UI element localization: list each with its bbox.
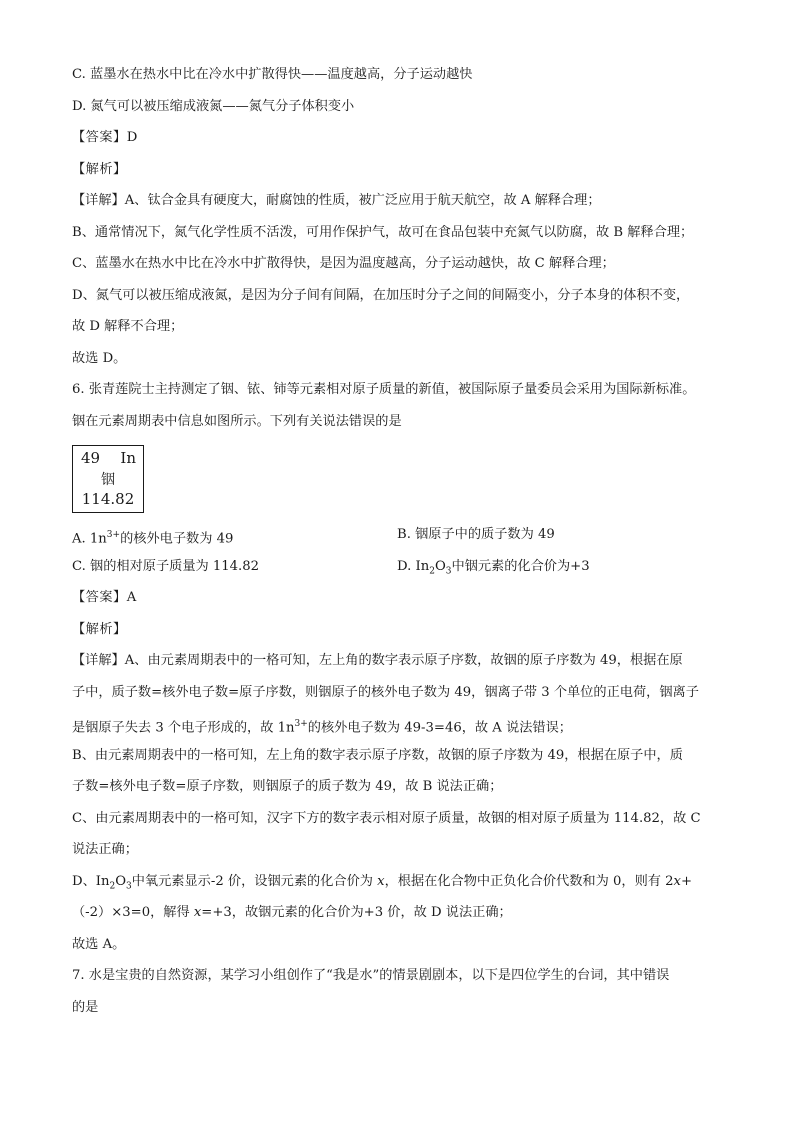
options-row-1 [72,523,732,555]
detail-a-q6-line3: 是铟原子失去 3 个电子形成的，故 $1n^{3+}$的核外电子数为 49-3=46，故 A 说法错误； [72,719,572,736]
question-7-line2: 的是 [72,999,99,1015]
answer-q5: 【答案】D [72,130,138,145]
option-d-q6: D. $In_2O_3$中铟元素的化合价为+3 [397,558,590,577]
detail-c-q6-line2: 说法正确； [72,842,138,857]
option-c-q5: C. 蓝墨水在热水中比在冷水中扩散得快——温度越高，分子运动越快 [72,67,473,82]
element-name: 铟 [101,472,115,488]
option-d-q5: D. 氮气可以被压缩成液氮——氮气分子体积变小 [72,98,355,114]
document-page [72,63,732,1027]
detail-b-q6-line1: B、由元素周期表中的一格可知，左上角的数字表示原子序数，故铟的原子序数为 49，根据在原子中，质 [72,747,683,763]
detail-c-q6-line1: C、由元素周期表中的一格可知，汉字下方的数字表示相对原子质量，故铟的相对原子质量为 114.82，故 C [72,810,701,826]
options-row-2 [72,555,732,587]
conclusion-q6: 故选 A。 [72,936,126,952]
periodic-table-cell [72,445,144,513]
atomic-number: 49 [81,449,101,467]
detail-a-q6-line1: 【详解】A、由元素周期表中的一格可知，左上角的数字表示原子序数，故铟的原子序数为 49，根据在原 [72,653,683,668]
detail-d-q5-line2: 故 D 解释不合理； [72,319,184,334]
detail-a-q5: 【详解】A、钛合金具有硬度大，耐腐蚀的性质，被广泛应用于航天航空，故 A 解释合理； [72,193,601,208]
question-7-line1: 7. 水是宝贵的自然资源，某学习小组创作了“我是水”的情景剧剧本，以下是四位学生的台词，其中错误 [72,968,670,983]
option-b-q6: B. 铟原子中的质子数为 49 [397,527,555,542]
option-a-q6: A. $1n^{3+}$的核外电子数为 49 [72,530,234,547]
answer-q6: 【答案】A [72,590,137,605]
detail-b-q5: B、通常情况下，氮气化学性质不活泼，可用作保护气，故可在食品包装中充氮气以防腐，故 B 解释合理； [72,224,694,240]
element-symbol: In [120,449,136,467]
detail-d-q6-line1: D、$In_2O_3$中氧元素显示-2 价，设铟元素的化合价为 x，根据在化合物中正负化合价代数和为 0，则有 2x+ [72,873,693,892]
question-6-line1: 6. 张青莲院士主持测定了铟、铱、铈等元素相对原子质量的新值，被国际原子量委员会采用为国际新标准。 [72,382,696,397]
conclusion-q5: 故选 D。 [72,350,127,366]
analysis-heading-q6: 【解析】 [72,621,127,637]
analysis-heading-q5: 【解析】 [72,161,127,177]
detail-a-q6-line2: 子中，质子数=核外电子数=原子序数，则铟原子的核外电子数为 49，铟离子带 3 个单位的正电荷，铟离子 [72,684,699,700]
detail-b-q6-line2: 子数=核外电子数=原子序数，则铟原子的质子数为 49，故 B 说法正确； [72,779,503,794]
atomic-mass: 114.82 [81,490,135,508]
detail-c-q5: C、蓝墨水在热水中比在冷水中扩散得快，是因为温度越高，分子运动越快，故 C 解释合理； [72,256,615,271]
detail-d-q6-line2: （-2）×3=0，解得 x=+3，故铟元素的化合价为+3 价，故 D 说法正确； [72,905,512,920]
option-c-q6: C. 铟的相对原子质量为 114.82 [72,558,260,574]
detail-d-q5-line1: D、氮气可以被压缩成液氮，是因为分子间有间隔，在加压时分子之间的间隔变小，分子本身的体积不变， [72,287,690,303]
question-6-line2: 铟在元素周期表中信息如图所示。下列有关说法错误的是 [72,413,402,429]
